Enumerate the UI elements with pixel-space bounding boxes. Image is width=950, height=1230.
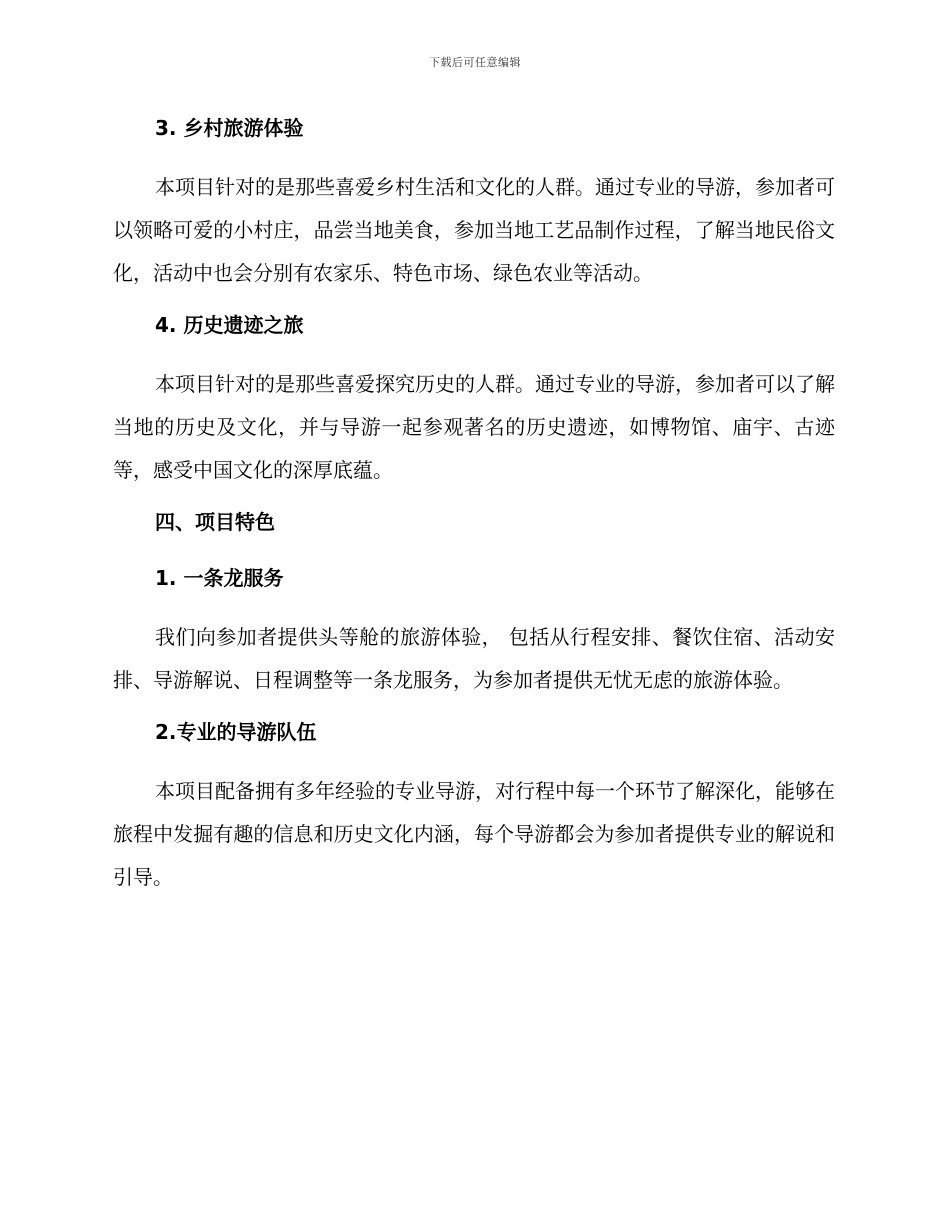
page-header-note: 下载后可任意编辑	[429, 56, 521, 69]
section-paragraph-guide-team: 本项目配备拥有多年经验的专业导游，对行程中每一个环节了解深化，能够在旅程中发掘有趣的信息和历史文化内涵，每个导游都会为参加者提供专业的解说和引导。	[113, 779, 835, 889]
section-heading-one-stop-service: 1. 一条龙服务	[155, 566, 284, 590]
section-heading-historic-tour: 4. 历史遗迹之旅	[155, 313, 304, 337]
section-paragraph-one-stop-service: 我们向参加者提供头等舱的旅游体验， 包括从行程安排、餐饮住宿、活动安排、导游解说、日程调整等一条龙服务，为参加者提供无忧无虑的旅游体验。	[113, 625, 835, 692]
section-heading-rural-tour: 3. 乡村旅游体验	[155, 116, 304, 140]
section-heading-project-features: 四、项目特色	[155, 510, 275, 534]
document-body	[113, 110, 835, 911]
section-paragraph-rural-tour: 本项目针对的是那些喜爱乡村生活和文化的人群。通过专业的导游，参加者可以领略可爱的小村庄，品尝当地美食，参加当地工艺品制作过程，了解当地民俗文化，活动中也会分别有农家乐、特色市场、绿色农业等活动。	[113, 175, 835, 285]
section-paragraph-historic-tour: 本项目针对的是那些喜爱探究历史的人群。通过专业的导游，参加者可以了解当地的历史及文化，并与导游一起参观著名的历史遗迹，如博物馆、庙宇、古迹等，感受中国文化的深厚底蕴。	[113, 372, 835, 482]
section-heading-guide-team: 2.专业的导游队伍	[155, 720, 317, 744]
